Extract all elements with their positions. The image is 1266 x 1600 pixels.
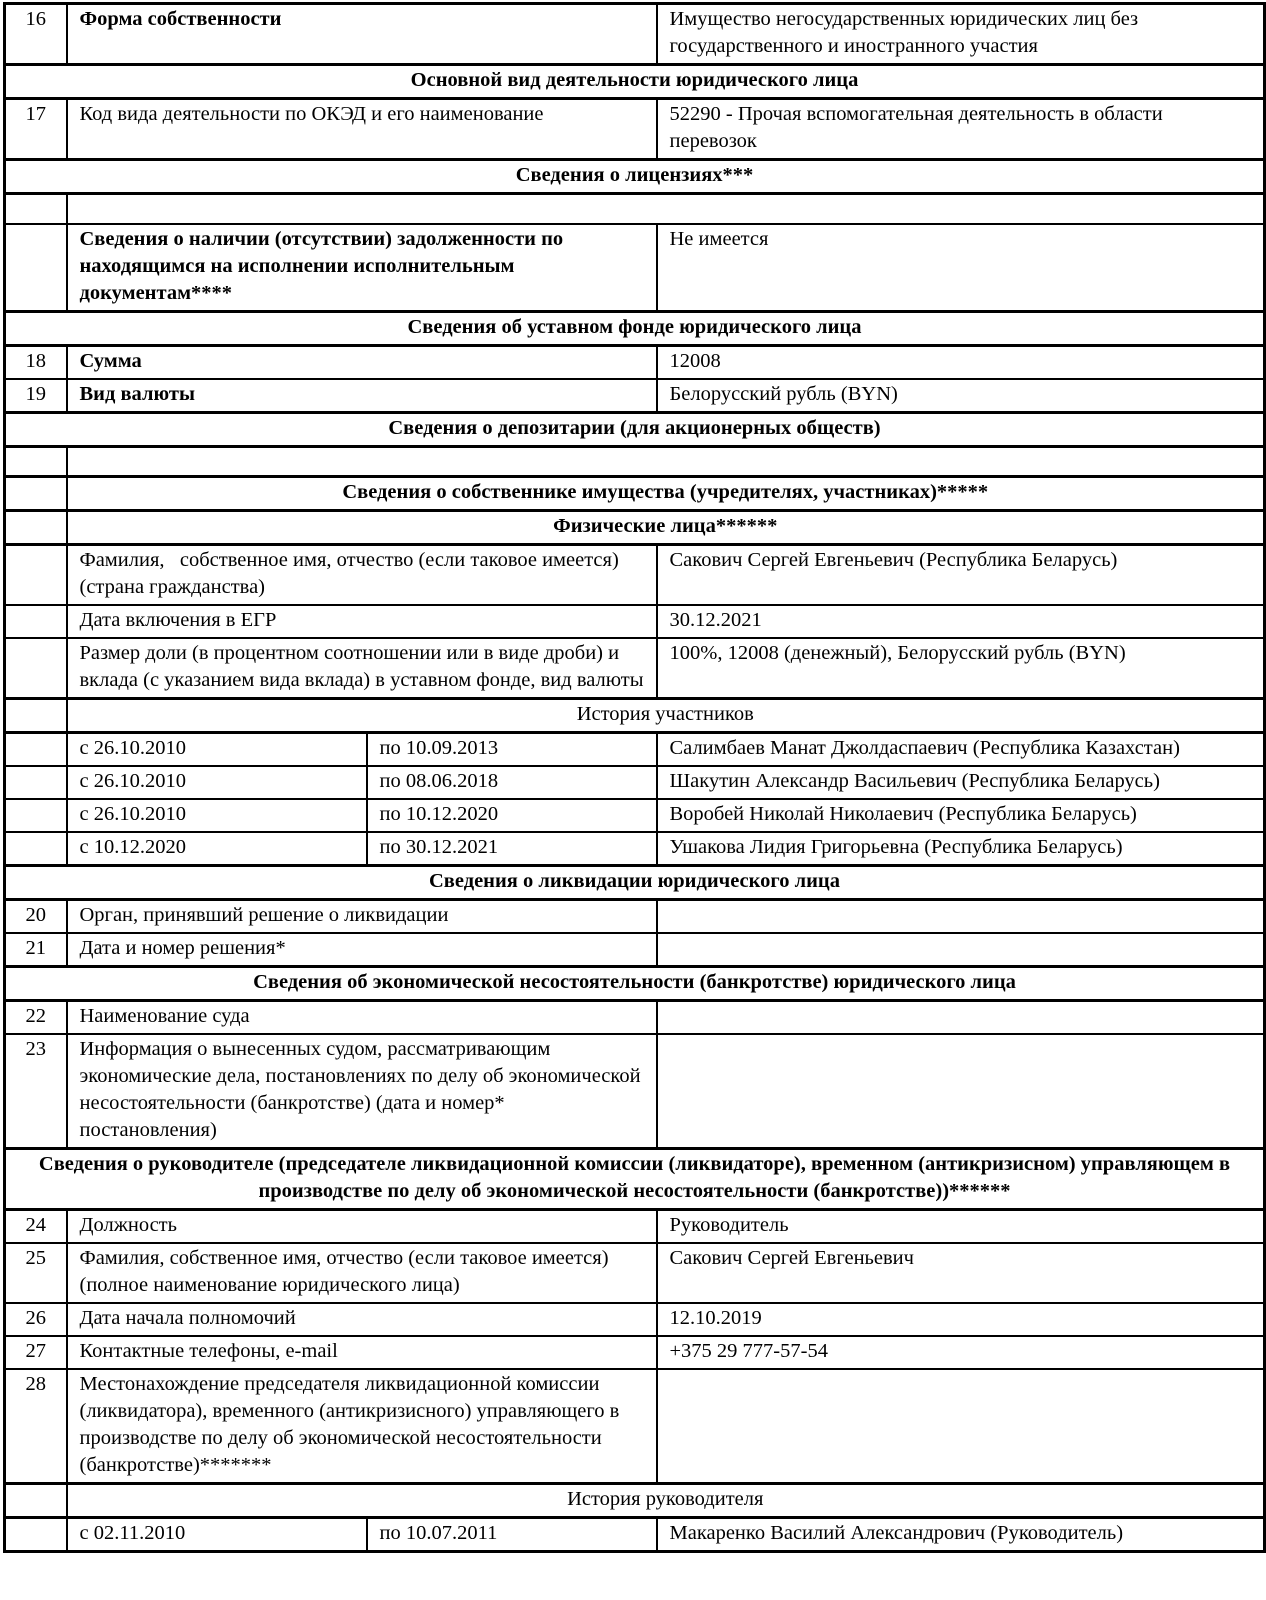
row-number-cell — [5, 1483, 67, 1517]
table-row — [5, 194, 1265, 224]
label-cell: Орган, принявший решение о ликвидации — [67, 899, 657, 933]
value-cell: Руководитель — [657, 1209, 1265, 1243]
row-number-cell — [5, 638, 67, 699]
value-cell — [657, 933, 1265, 967]
table-row — [5, 1336, 1265, 1369]
history-from-cell: с 02.11.2010 — [67, 1517, 367, 1551]
history-to-cell: по 10.12.2020 — [367, 799, 657, 832]
label-cell: Должность — [67, 1209, 657, 1243]
row-number-cell: 25 — [5, 1243, 67, 1303]
table-row — [5, 446, 1265, 476]
label-cell: Фамилия, собственное имя, отчество (если таковое имеется) (страна гражданства) — [67, 544, 657, 605]
table-row — [5, 933, 1265, 967]
table-row — [5, 412, 1265, 446]
row-number-cell: 18 — [5, 345, 67, 379]
table-row — [5, 698, 1265, 732]
label-cell: Информация о вынесенных судом, рассматривающим экономические дела, постановлениях по делу об экономической несостоятельности (банкротстве) (дата и номер* постановления) — [67, 1034, 657, 1149]
row-number-cell: 17 — [5, 99, 67, 160]
empty-cell — [67, 446, 1265, 476]
label-cell: Местонахождение председателя ликвидационной комиссии (ликвидатора), временного (антикризисного) управляющего в производстве по делу об экономической несостоятельности (банкротстве)******* — [67, 1369, 657, 1484]
section-header: Физические лица****** — [67, 510, 1265, 544]
label-cell: Фамилия, собственное имя, отчество (если таковое имеется) (полное наименование юридического лица) — [67, 1243, 657, 1303]
section-header: Сведения о руководителе (председателе ликвидационной комиссии (ликвидаторе), временном (антикризисном) управляющем в производстве по делу об экономической несостоятельности (банкротстве))****** — [5, 1148, 1265, 1209]
table-row — [5, 1369, 1265, 1484]
value-cell: Сакович Сергей Евгеньевич — [657, 1243, 1265, 1303]
value-cell: 100%, 12008 (денежный), Белорусский рубль (BYN) — [657, 638, 1265, 699]
label-cell: Сведения о наличии (отсутствии) задолженности по находящимся на исполнении исполнительным документам**** — [67, 224, 657, 312]
section-header: Основной вид деятельности юридического лица — [5, 65, 1265, 99]
label-cell: Форма собственности — [67, 4, 657, 65]
section-header: История руководителя — [67, 1483, 1265, 1517]
value-cell: Не имеется — [657, 224, 1265, 312]
empty-cell — [67, 194, 1265, 224]
table-row — [5, 766, 1265, 799]
row-number-cell — [5, 799, 67, 832]
history-from-cell: с 10.12.2020 — [67, 832, 367, 866]
registry-table — [3, 2, 1266, 1553]
value-cell — [657, 1000, 1265, 1034]
label-cell: Дата начала полномочий — [67, 1303, 657, 1336]
row-number-cell: 19 — [5, 379, 67, 413]
table-row — [5, 510, 1265, 544]
table-row — [5, 1303, 1265, 1336]
table-row — [5, 1209, 1265, 1243]
table-row — [5, 544, 1265, 605]
row-number-cell — [5, 732, 67, 766]
row-number-cell — [5, 698, 67, 732]
row-number-cell: 28 — [5, 1369, 67, 1484]
row-number-cell: 21 — [5, 933, 67, 967]
history-to-cell: по 30.12.2021 — [367, 832, 657, 866]
table-row — [5, 865, 1265, 899]
row-number-cell: 16 — [5, 4, 67, 65]
row-number-cell — [5, 194, 67, 224]
value-cell: +375 29 777-57-54 — [657, 1336, 1265, 1369]
value-cell: Имущество негосударственных юридических лиц без государственного и иностранного участия — [657, 4, 1265, 65]
history-name-cell: Шакутин Александр Васильевич (Республика Беларусь) — [657, 766, 1265, 799]
history-to-cell: по 10.09.2013 — [367, 732, 657, 766]
history-name-cell: Воробей Николай Николаевич (Республика Беларусь) — [657, 799, 1265, 832]
table-row — [5, 1000, 1265, 1034]
section-header: История участников — [67, 698, 1265, 732]
table-row — [5, 1517, 1265, 1551]
history-from-cell: с 26.10.2010 — [67, 799, 367, 832]
history-from-cell: с 26.10.2010 — [67, 732, 367, 766]
value-cell — [657, 1034, 1265, 1149]
section-header: Сведения о депозитарии (для акционерных обществ) — [5, 412, 1265, 446]
value-cell: Сакович Сергей Евгеньевич (Республика Беларусь) — [657, 544, 1265, 605]
label-cell: Код вида деятельности по ОКЭД и его наименование — [67, 99, 657, 160]
table-row — [5, 1148, 1265, 1209]
history-name-cell: Макаренко Василий Александрович (Руководитель) — [657, 1517, 1265, 1551]
value-cell — [657, 1369, 1265, 1484]
table-row — [5, 160, 1265, 194]
row-number-cell — [5, 476, 67, 510]
label-cell: Сумма — [67, 345, 657, 379]
row-number-cell — [5, 510, 67, 544]
row-number-cell — [5, 766, 67, 799]
table-row — [5, 638, 1265, 699]
row-number-cell: 22 — [5, 1000, 67, 1034]
section-header: Сведения об экономической несостоятельности (банкротстве) юридического лица — [5, 966, 1265, 1000]
table-row — [5, 311, 1265, 345]
table-row — [5, 345, 1265, 379]
table-row — [5, 99, 1265, 160]
label-cell: Размер доли (в процентном соотношении или в виде дроби) и вклада (с указанием вида вклада) в уставном фонде, вид валюты — [67, 638, 657, 699]
row-number-cell: 20 — [5, 899, 67, 933]
table-row — [5, 799, 1265, 832]
history-to-cell: по 08.06.2018 — [367, 766, 657, 799]
table-row — [5, 605, 1265, 638]
section-header: Сведения о ликвидации юридического лица — [5, 865, 1265, 899]
value-cell: 12008 — [657, 345, 1265, 379]
label-cell: Контактные телефоны, e-mail — [67, 1336, 657, 1369]
value-cell: 52290 - Прочая вспомогательная деятельность в области перевозок — [657, 99, 1265, 160]
table-row — [5, 832, 1265, 866]
history-from-cell: с 26.10.2010 — [67, 766, 367, 799]
history-name-cell: Ушакова Лидия Григорьевна (Республика Беларусь) — [657, 832, 1265, 866]
table-row — [5, 1483, 1265, 1517]
row-number-cell — [5, 544, 67, 605]
row-number-cell — [5, 224, 67, 312]
row-number-cell — [5, 1517, 67, 1551]
registry-table-body — [5, 4, 1265, 1552]
table-row — [5, 1243, 1265, 1303]
value-cell: Белорусский рубль (BYN) — [657, 379, 1265, 413]
section-header: Сведения об уставном фонде юридического лица — [5, 311, 1265, 345]
value-cell: 30.12.2021 — [657, 605, 1265, 638]
history-to-cell: по 10.07.2011 — [367, 1517, 657, 1551]
row-number-cell — [5, 446, 67, 476]
table-row — [5, 224, 1265, 312]
table-row — [5, 379, 1265, 413]
table-row — [5, 65, 1265, 99]
section-header: Сведения о собственнике имущества (учредителях, участниках)***** — [67, 476, 1265, 510]
table-row — [5, 1034, 1265, 1149]
row-number-cell — [5, 832, 67, 866]
label-cell: Дата включения в ЕГР — [67, 605, 657, 638]
section-header: Сведения о лицензиях*** — [5, 160, 1265, 194]
value-cell — [657, 899, 1265, 933]
label-cell: Дата и номер решения* — [67, 933, 657, 967]
row-number-cell — [5, 605, 67, 638]
label-cell: Наименование суда — [67, 1000, 657, 1034]
table-row — [5, 4, 1265, 65]
row-number-cell: 24 — [5, 1209, 67, 1243]
row-number-cell: 23 — [5, 1034, 67, 1149]
row-number-cell: 26 — [5, 1303, 67, 1336]
label-cell: Вид валюты — [67, 379, 657, 413]
table-row — [5, 476, 1265, 510]
table-row — [5, 899, 1265, 933]
history-name-cell: Салимбаев Манат Джолдаспаевич (Республика Казахстан) — [657, 732, 1265, 766]
table-row — [5, 732, 1265, 766]
value-cell: 12.10.2019 — [657, 1303, 1265, 1336]
table-row — [5, 966, 1265, 1000]
row-number-cell: 27 — [5, 1336, 67, 1369]
